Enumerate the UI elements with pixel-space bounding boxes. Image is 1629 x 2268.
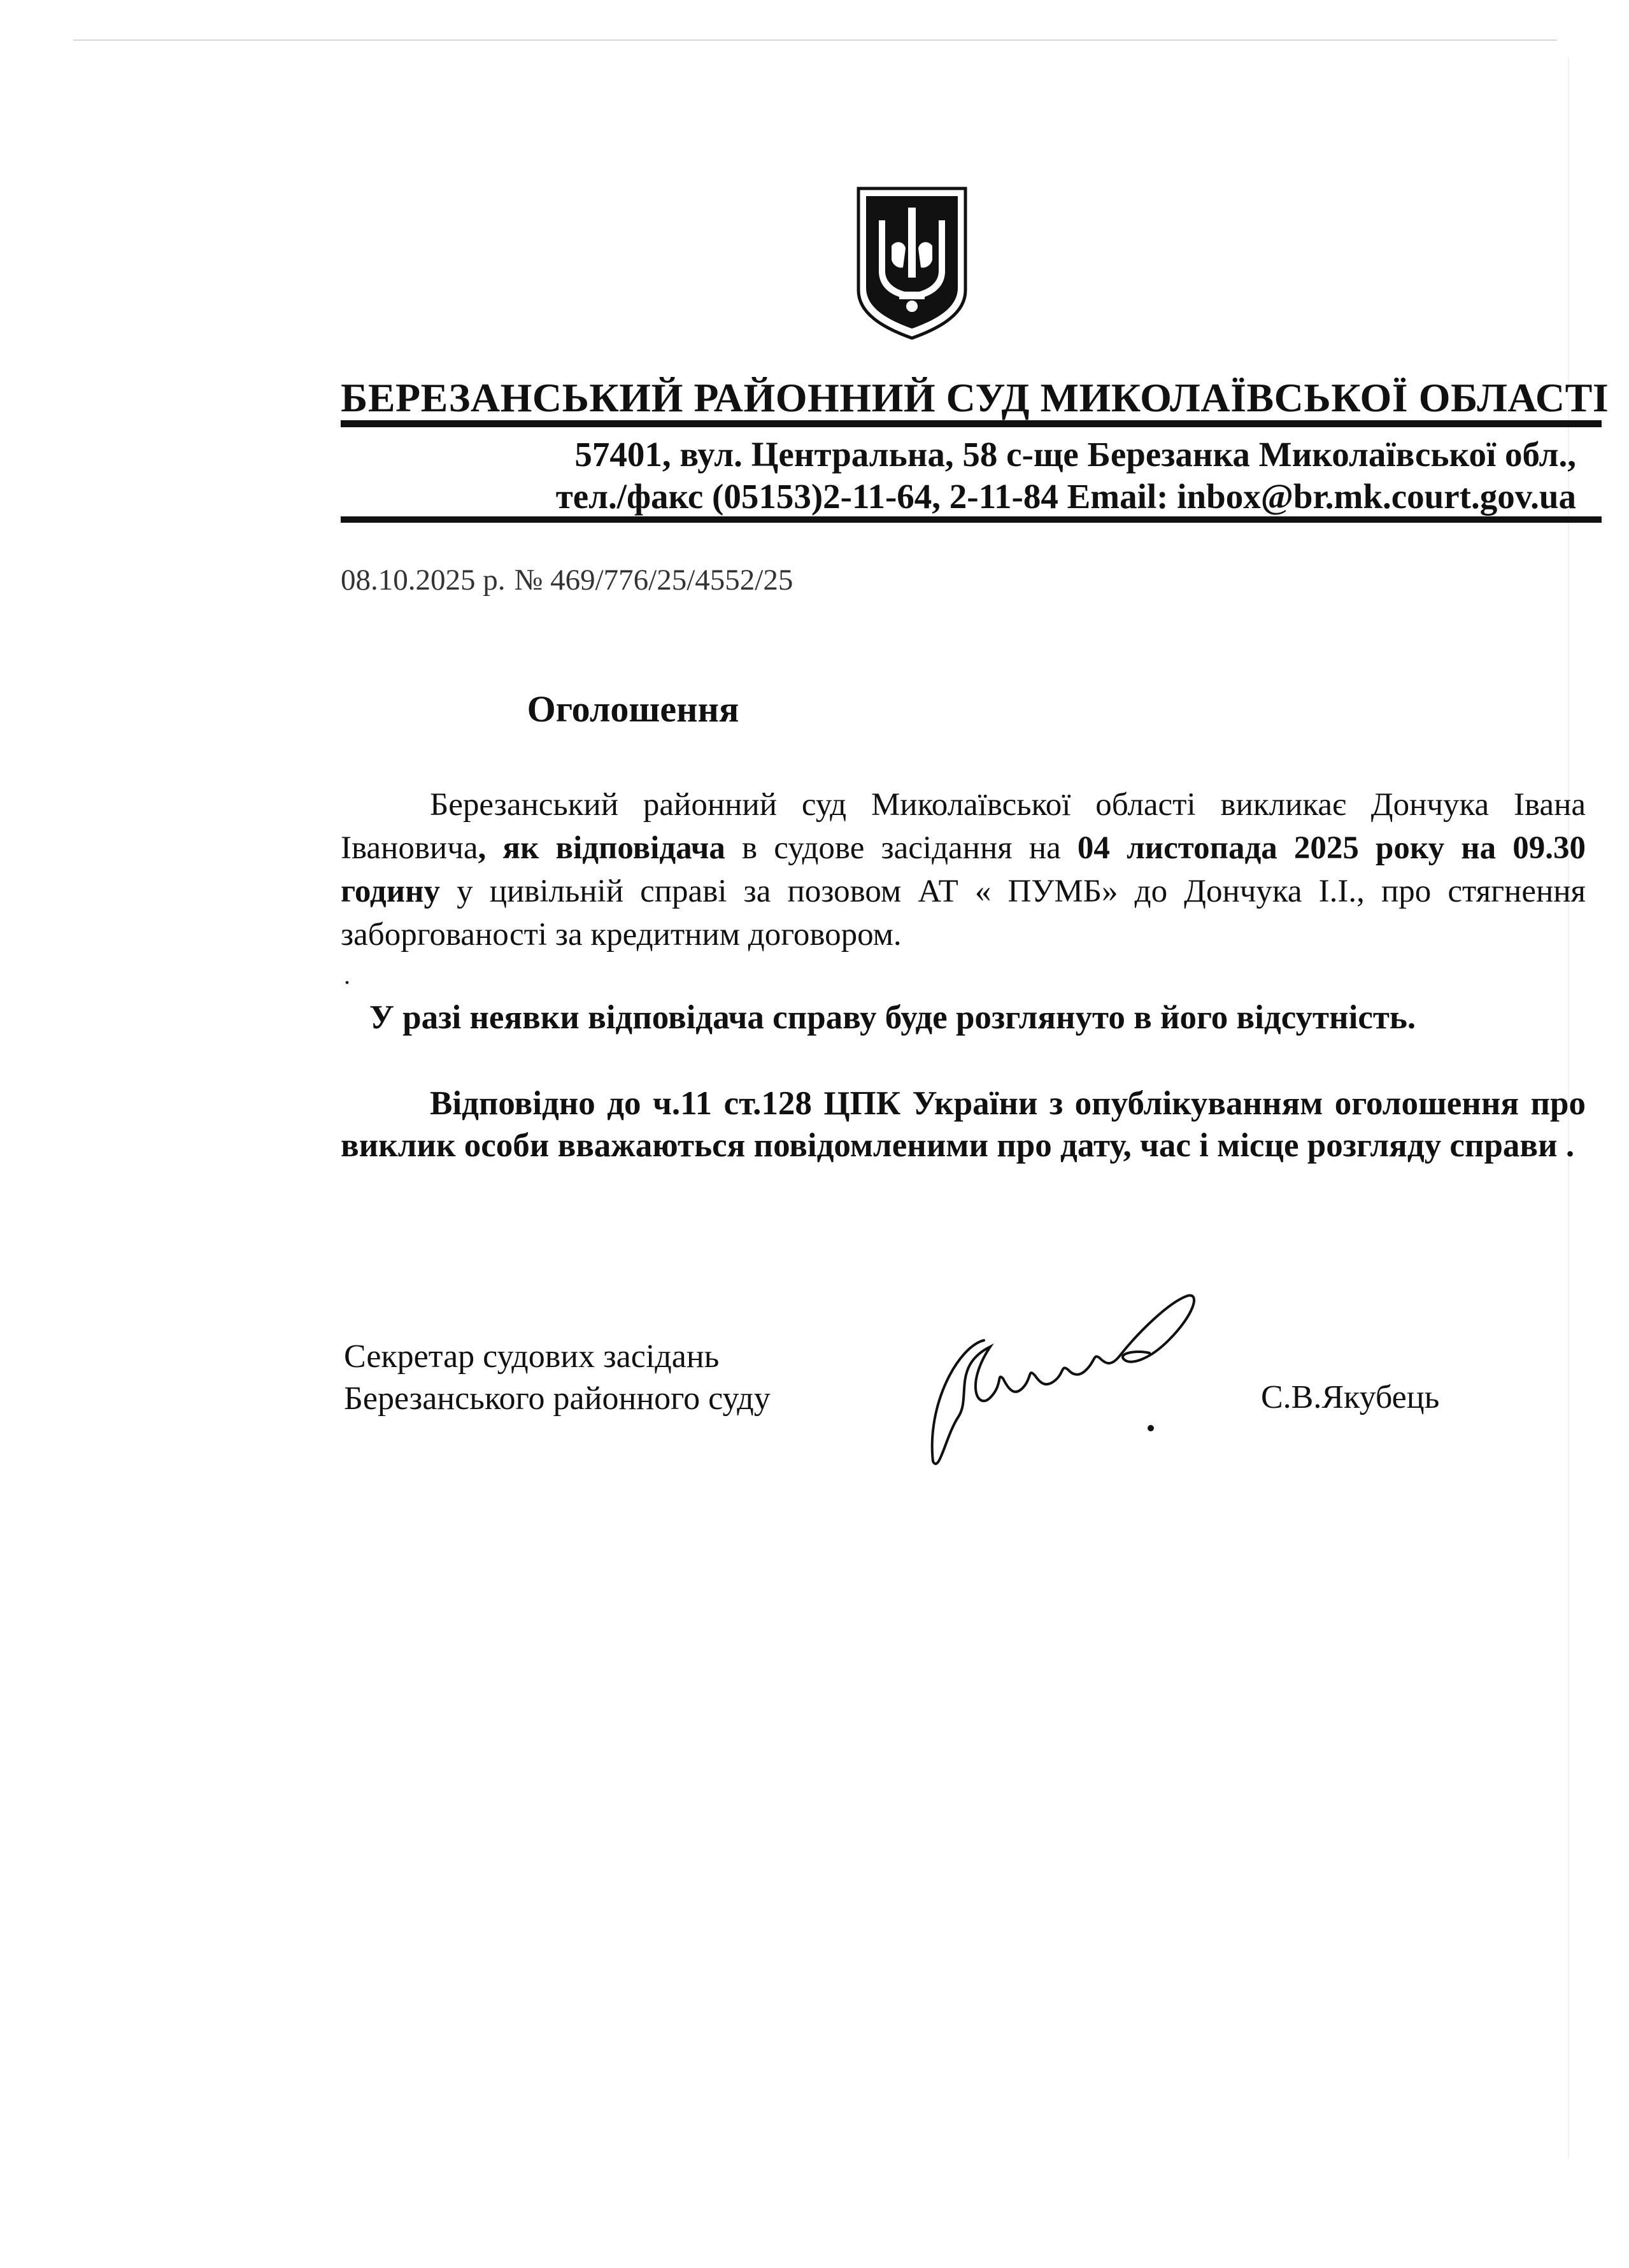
coat-of-arms-icon xyxy=(853,182,971,341)
signer-position xyxy=(344,1336,771,1420)
header-rule-top xyxy=(341,420,1602,427)
summons-paragraph xyxy=(341,783,1586,956)
document-reference xyxy=(341,563,802,597)
signer-name: С.В.Якубець xyxy=(1261,1379,1440,1415)
header-rule-bottom xyxy=(341,516,1602,523)
summons-text-1: Березанський районний суд Миколаївської області викликає Дончука Івана Івановича xyxy=(341,787,1586,866)
summons-role: , як відповідача xyxy=(478,830,725,866)
absence-warning: У разі неявки відповідача справу буде розглянуто в його відсутність. xyxy=(369,999,1416,1036)
court-address: 57401, вул. Центральна, 58 с-ще Березанка Миколаївської обл., xyxy=(574,435,1576,474)
summons-text-2: в судове засідання на xyxy=(725,830,1078,866)
court-contacts: тел./факс (05153)2-11-64, 2-11-84 Email: inbox@br.mk.court.gov.ua xyxy=(555,477,1576,516)
signer-position-line1: Секретар судових засідань xyxy=(344,1338,720,1375)
announcement-title-row xyxy=(0,688,1629,730)
document-date: 08.10.2025 р. xyxy=(341,563,506,597)
court-name: БЕРЕЗАНСЬКИЙ РАЙОННИЙ СУД МИКОЛАЇВСЬКОЇ ОБЛАСТІ xyxy=(341,375,1609,420)
document-number: № 469/776/25/4552/25 xyxy=(514,563,793,597)
scan-edge xyxy=(73,39,1557,41)
handwritten-signature-icon xyxy=(920,1289,1251,1480)
stray-dot: . xyxy=(344,961,350,989)
legal-notice: Відповідно до ч.11 ст.128 ЦПК України з опублікуванням оголошення про виклик особи вважаються повідомленими про дату, час і місце розгляду справи . xyxy=(341,1085,1586,1164)
hearing-datetime: 04 листопада 2025 року на 09.30 годину xyxy=(341,830,1586,909)
announcement-title: Оголошення xyxy=(527,688,739,730)
summons-text-3: у цивільній справі за позовом АТ « ПУМБ» до Дончука І.І., про стягнення заборгованості за кредитним договором. xyxy=(341,874,1586,953)
signer-position-line2: Березанського районного суду xyxy=(344,1380,771,1417)
